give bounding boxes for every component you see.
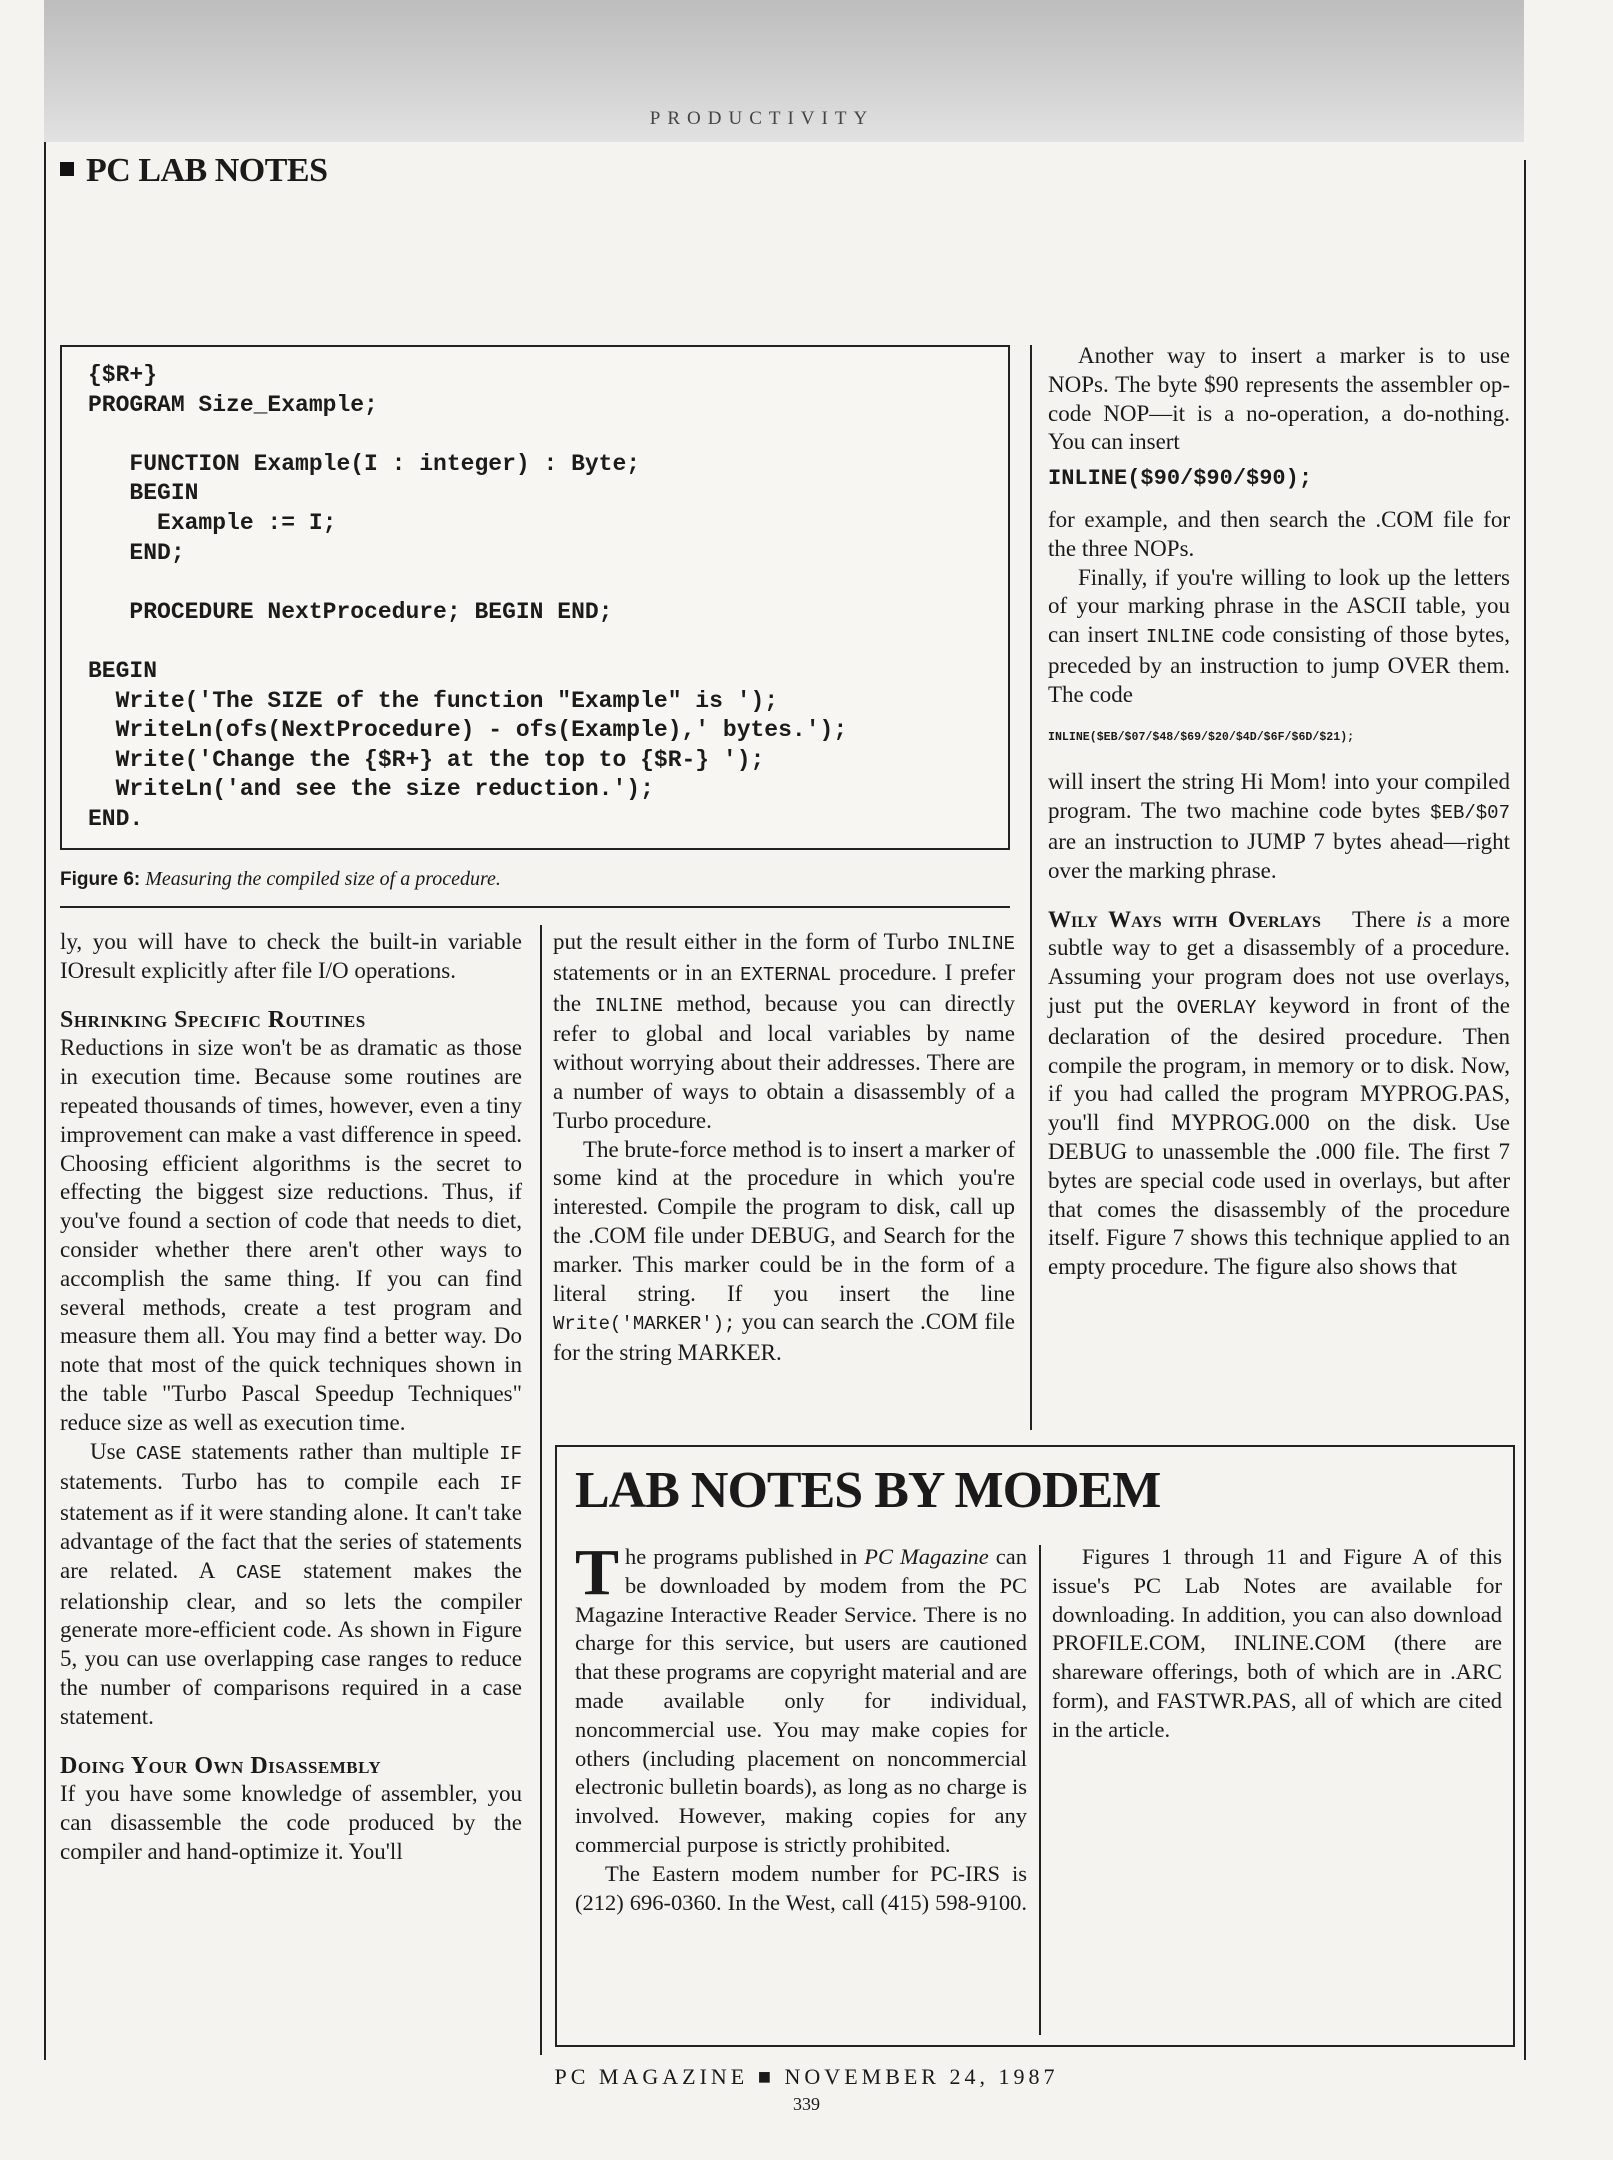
gutter-rule-1 [540,925,542,2055]
drop-cap: T [575,1536,620,1609]
gutter-rule-2 [1030,345,1032,1430]
col3-paragraph: Wily Ways with Overlays There is a more subtle way to get a disassembly of a procedure. Assuming your program does not use overlays, just put the OVERLAY keyword in front of the declaration of the desired procedure. Then compile the program, in memory or to disk. Now, if you had called the program MYPROG.PAS, you'll find MYPROG.000 on the disk. Use DEBUG to unassemble the .000 file. The first 7 bytes are special code used in overlays, but after that comes the disassembly of the procedure itself. Figure 7 shows this technique applied to an empty procedure. The figure also shows that [1048,906,1510,1280]
col2-paragraph: put the result either in the form of Turbo INLINE statements or in an EXTERNAL procedure. I prefer the INLINE method, because you can directly refer to global and local variables by name without worrying about their addresses. There are a number of ways to obtain a disassembly of a Turbo procedure. [553,929,1015,1133]
column-title-text: PC LAB NOTES [86,152,328,189]
figure-6-code: {$R+} PROGRAM Size_Example; FUNCTION Example(I : integer) : Byte; BEGIN Example := I; END; PROCEDURE NextProcedure; BEGIN END; BEGIN Write('The SIZE of the function "Example" is '); WriteLn(ofs(NextProcedure) - ofs(Example),' bytes.'); Write('Change the {$R+} at the top to {$R-} '); WriteLn('and see the size reduction.'); END. [88,362,848,832]
column-2 [553,928,1015,1368]
bullet-square-icon [60,162,74,176]
col1-paragraph: ly, you will have to check the built-in variable IOresult explicitly after file I/O operations. [60,929,522,983]
figure-label: Figure 6: [60,869,141,890]
page-number: 339 [793,2094,820,2114]
col2-paragraph: The brute-force method is to insert a marker of some kind at the procedure in which you're interested. Compile the program to disk, call up the .COM file under DEBUG, and Search for the marker. This marker could be in the form of a literal string. If you insert the line Write('MARKER'); you can search the .COM file for the string MARKER. [553,1136,1015,1366]
right-margin-rule [1524,160,1526,2060]
sidebar-paragraph-figures: Figures 1 through 11 and Figure A of this issue's PC Lab Notes are available for downloading. In addition, you can also download PROFILE.COM, INLINE.COM (there are shareware offerings, both of which are in .ARC form), and FASTWR.PAS, all of which are cited in the article. [1052,1544,1502,1742]
col1-paragraph: Reductions in size won't be as dramatic as those in execution time. Because some routines are repeated thousands of times, however, even a tiny improvement can make a vast difference in speed. Choosing efficient algorithms is the secret to effecting the biggest size reductions. Thus, if you've found a section of code that needs to diet, consider whether there aren't other ways to accomplish the same thing. If you can find several methods, create a test program and measure them all. You may find a better way. Do note that most of the quick techniques shown in the table "Turbo Pascal Speedup Techniques" reduce size as well as execution time. [60,1035,522,1435]
col3-paragraph: will insert the string Hi Mom! into your compiled program. The two machine code bytes $EB/$07 are an instruction to JUMP 7 bytes ahead—right over the marking phrase. [1048,769,1510,883]
col3-paragraph: Another way to insert a marker is to use NOPs. The byte $90 represents the assembler op-code NOP—it is a no-operation, a do-nothing. You can insert [1048,343,1510,455]
column-1 [60,928,522,1867]
sidebar-paragraph-eastern: The Eastern modem number for PC-IRS is (212) 696-0360. In the West, call (415) 598-9100. [575,1860,1027,1915]
col3-paragraph: Finally, if you're willing to look up the letters of your marking phrase in the ASCII table, you can insert INLINE code consisting of those bytes, preceded by an instruction to jump OVER them. The code [1048,564,1510,707]
figure-6-code-box [60,345,1010,850]
column-3 [1048,342,1510,1282]
sidebar-gutter-rule [1039,1545,1041,2035]
sidebar-lab-notes-by-modem [555,1445,1515,2047]
sidebar-column-1 [575,1536,1027,1918]
column-title [60,152,328,190]
col3-paragraph: for example, and then search the .COM file for the three NOPs. [1048,506,1510,561]
inline-himom-code: INLINE($EB/$07/$48/$69/$20/$4D/$6F/$6D/$21); [1048,730,1355,744]
figure-caption-text: Measuring the compiled size of a procedure. [145,868,501,890]
subhead-shrinking: Shrinking Specific Routines [60,1006,366,1033]
footer-line: PC MAGAZINE ■ NOVEMBER 24, 1987 [554,2064,1059,2089]
figure-rule [60,906,1010,908]
inline-nop-code: INLINE($90/$90/$90); [1048,466,1313,492]
subhead-disassembly: Doing Your Own Disassembly [60,1752,382,1779]
sidebar-column-2 [1052,1543,1502,1745]
sidebar-paragraph: The programs published in PC Magazine can be downloaded by modem from the PC Magazine Interactive Reader Service. There is no charge for this service, but users are cautioned that these programs are copyright material and are made available only for individual, noncommercial use. You may make copies for others (including placement on noncommercial electronic bulletin boards), as long as no charge is involved. However, making copies for any commercial purpose is strictly prohibited. [575,1536,1027,1857]
subhead-overlays: Wily Ways with Overlays [1048,906,1321,932]
left-margin-rule [44,142,46,2060]
col1-paragraph: If you have some knowledge of assembler, you can disassemble the code produced by the compiler and hand-optimize it. You'll [60,1781,522,1864]
section-label: PRODUCTIVITY [649,108,875,129]
col1-paragraph: Use CASE statements rather than multiple IF statements. Turbo has to compile each IF statement as if it were standing alone. It can't take advantage of the fact that the series of statements are related. A CASE statement makes the relationship clear, and so lets the compiler generate more-efficient code. As shown in Figure 5, you can use overlapping case ranges to reduce the number of comparisons required in a case statement. [60,1438,523,1729]
figure-6-caption [60,868,501,891]
sidebar-title: LAB NOTES BY MODEM [575,1462,1161,1519]
